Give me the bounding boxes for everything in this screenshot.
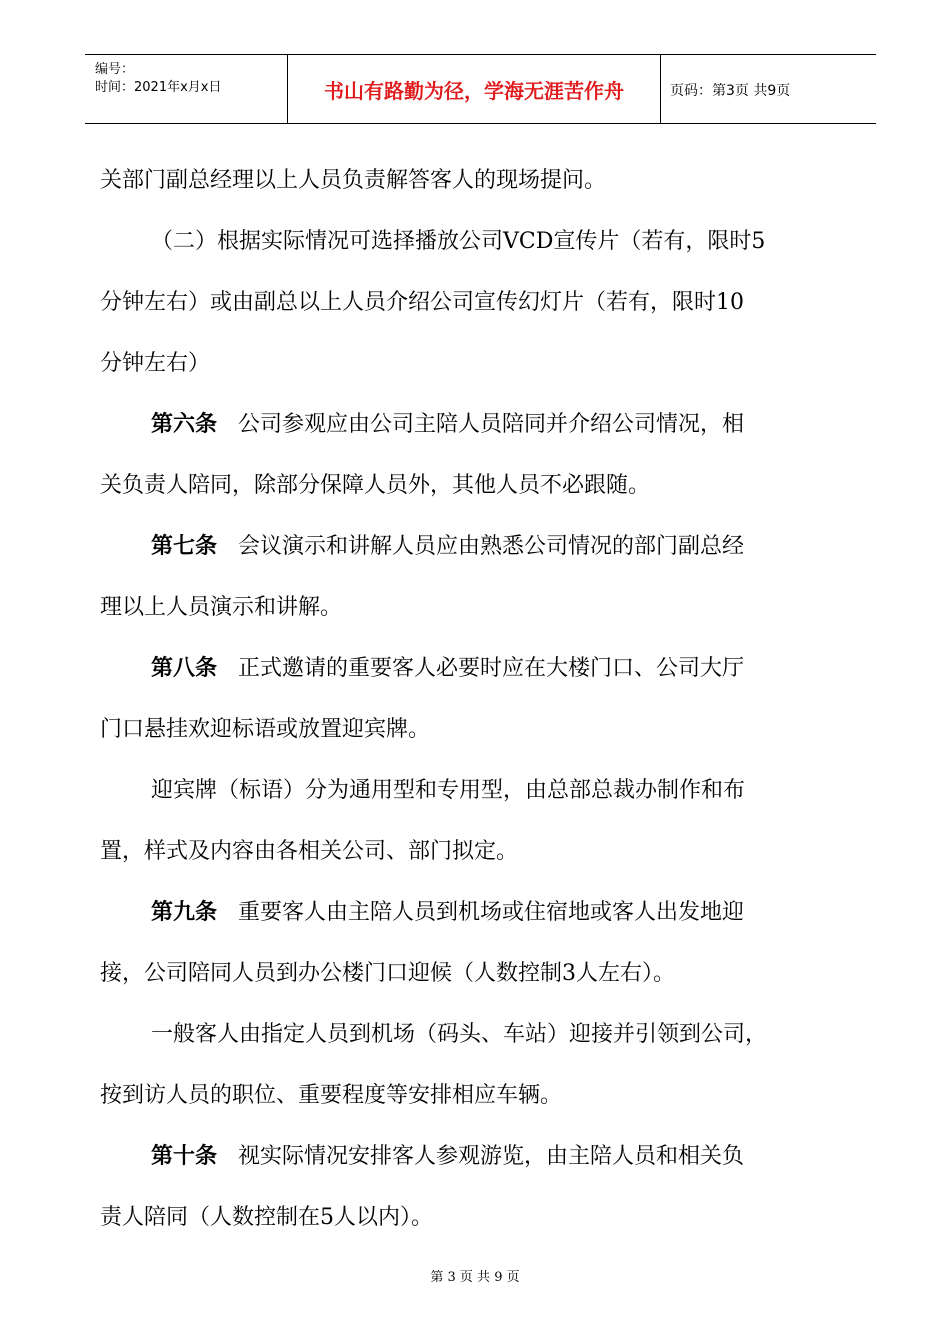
header-page-info: 页码：第3页 共9页 — [670, 83, 791, 99]
article-text: 视实际情况安排客人参观游览，由主陪人员和相关负 — [238, 1144, 745, 1169]
text-line: 门口悬挂欢迎标语或放置迎宾牌。 — [100, 717, 431, 742]
text-line: 接，公司陪同人员到办公楼门口迎候（人数控制3人左右）。 — [100, 961, 675, 986]
article-line — [100, 516, 870, 577]
text-line: 关负责人陪同，除部分保障人员外，其他人员不必跟随。 — [100, 473, 651, 498]
article-text: 公司参观应由公司主陪人员陪同并介绍公司情况，相 — [238, 412, 745, 437]
header-slogan: 书山有路勤为径，学海无涯苦作舟 — [324, 78, 624, 103]
text-line: 按到访人员的职位、重要程度等安排相应车辆。 — [100, 1083, 563, 1108]
page-footer: 第 3 页 共 9 页 — [430, 1270, 520, 1285]
article-number: 第八条 — [151, 656, 218, 681]
text-line: 分钟左右）或由副总以上人员介绍公司宣传幻灯片（若有，限时10 — [100, 290, 744, 315]
article-text: 重要客人由主陪人员到机场或住宿地或客人出发地迎 — [238, 900, 745, 925]
header-divider — [660, 55, 661, 123]
number-label: 编号： — [95, 62, 135, 77]
text-line: 理以上人员演示和讲解。 — [100, 595, 343, 620]
text-line: 责人陪同（人数控制在5人以内）。 — [100, 1205, 433, 1230]
text-line: 分钟左右） — [100, 351, 211, 376]
time-label: 时间：2021年x月x日 — [95, 80, 222, 95]
text-line: 一般客人由指定人员到机场（码头、车站）迎接并引领到公司， — [151, 1022, 768, 1047]
article-number: 第十条 — [151, 1144, 218, 1169]
article-line — [100, 394, 870, 455]
article-number: 第六条 — [151, 412, 218, 437]
article-line — [100, 638, 870, 699]
text-line: （二）根据实际情况可选择播放公司VCD宣传片（若有，限时5 — [151, 229, 766, 254]
text-line: 关部门副总经理以上人员负责解答客人的现场提问。 — [100, 168, 607, 193]
article-line — [100, 1126, 870, 1187]
article-line — [100, 882, 870, 943]
article-number: 第七条 — [151, 534, 218, 559]
header-meta — [95, 61, 221, 97]
article-number: 第九条 — [151, 900, 218, 925]
document-body — [100, 150, 870, 1248]
page-header — [85, 54, 876, 124]
text-line: 迎宾牌（标语）分为通用型和专用型，由总部总裁办制作和布 — [151, 778, 746, 803]
article-text: 正式邀请的重要客人必要时应在大楼门口、公司大厅 — [238, 656, 745, 681]
text-line: 置，样式及内容由各相关公司、部门拟定。 — [100, 839, 519, 864]
article-text: 会议演示和讲解人员应由熟悉公司情况的部门副总经 — [238, 534, 745, 559]
